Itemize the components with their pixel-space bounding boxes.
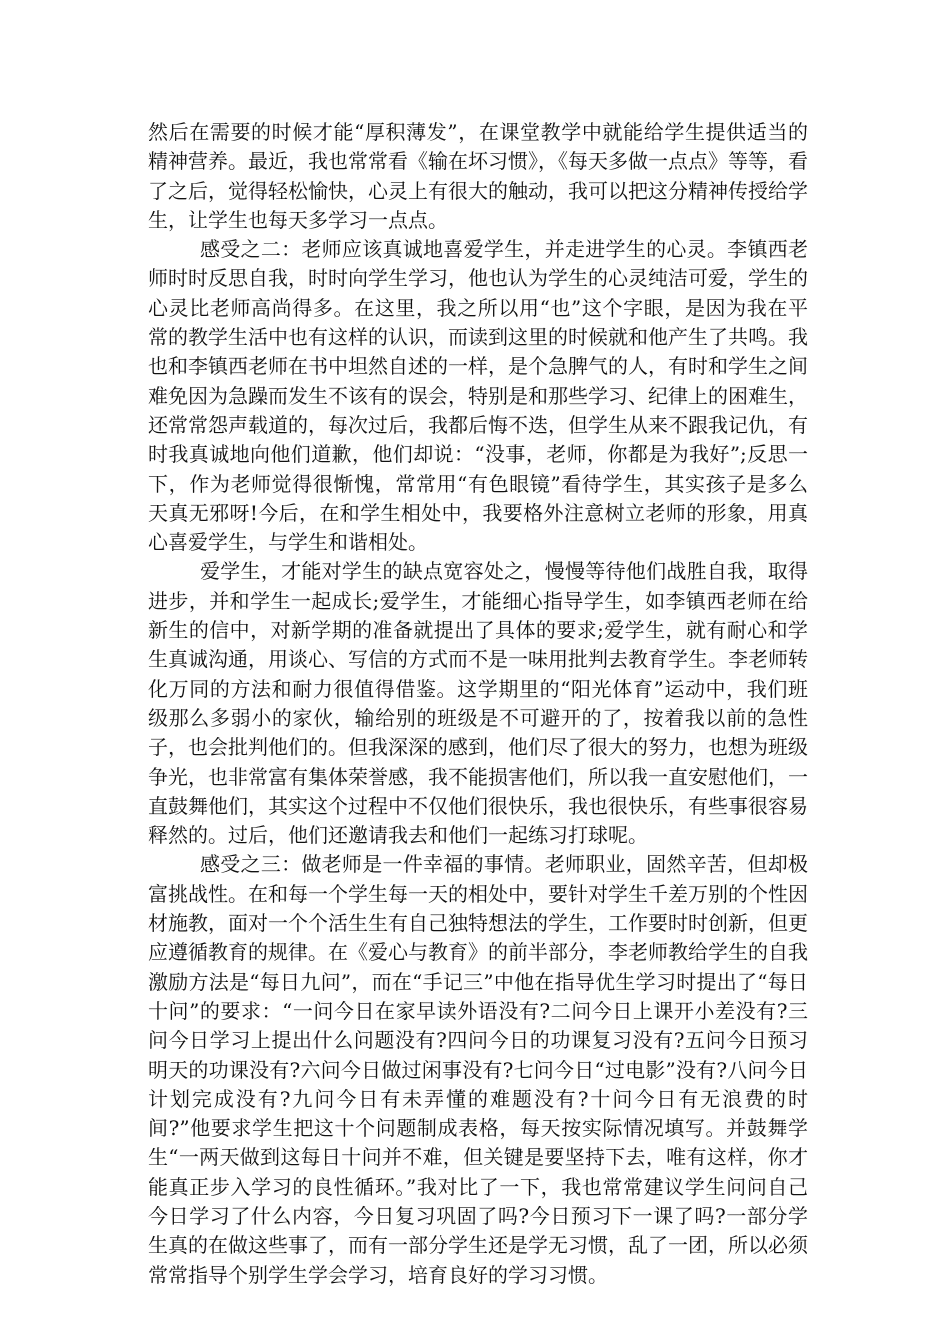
paragraph-3: 爱学生，才能对学生的缺点宽容处之，慢慢等待他们战胜自我，取得进步，并和学生一起成长;爱学生，才能细心指导学生，如李镇西老师在给新生的信中，对新学期的准备就提出了具体的要求;爱学生，就有耐心和学生真诚沟通，用谈心、写信的方式而不是一味用批判去教育学生。李老师转化万同的方法和耐力很值得借鉴。这学期里的“阳光体育”运动中，我们班级那么多弱小的家伙，输给别的班级是不可避开的了，按着我以前的急性子，也会批判他们的。但我深深的感到，他们尽了很大的努力，也想为班级争光，也非常富有集体荣誉感，我不能损害他们，所以我一直安慰他们，一直鼓舞他们，其实这个过程中不仅他们很快乐，我也很快乐，有些事很容易释然的。过后，他们还邀请我去和他们一起练习打球呢。 <box>148 559 808 848</box>
document-body <box>148 118 808 1290</box>
paragraph-2: 感受之二：老师应该真诚地喜爱学生，并走进学生的心灵。李镇西老师时时反思自我，时时向学生学习，他也认为学生的心灵纯洁可爱，学生的心灵比老师高尚得多。在这里，我之所以用“也”这个字眼，是因为我在平常的教学生活中也有这样的认识，而读到这里的时候就和他产生了共鸣。我也和李镇西老师在书中坦然自述的一样，是个急脾气的人，有时和学生之间难免因为急躁而发生不该有的误会，特别是和那些学习、纪律上的困难生，还常常怨声载道的，每次过后，我都后悔不迭，但学生从来不跟我记仇，有时我真诚地向他们道歉，他们却说：“没事，老师，你都是为我好”;反思一下，作为老师觉得很惭愧，常常用“有色眼镜”看待学生，其实孩子是多么天真无邪呀!今后，在和学生相处中，我要格外注意树立老师的形象，用真心喜爱学生，与学生和谐相处。 <box>148 237 808 555</box>
paragraph-4: 感受之三：做老师是一件幸福的事情。老师职业，固然辛苦，但却极富挑战性。在和每一个学生每一天的相处中，要针对学生千差万别的个性因材施教，面对一个个活生生有自己独特想法的学生，工作要时时创新，但更应遵循教育的规律。在《爱心与教育》的前半部分，李老师教给学生的自我激励方法是“每日九问”，而在“手记三”中他在指导优生学习时提出了“每日十问”的要求：“一问今日在家早读外语没有?二问今日上课开小差没有?三问今日学习上提出什么问题没有?四问今日的功课复习没有?五问今日预习明天的功课没有?六问今日做过闲事没有?七问今日“过电影”没有?八问今日计划完成没有?九问今日有未弄懂的难题没有?十问今日有无浪费的时间?”他要求学生把这十个问题制成表格，每天按实际情况填写。并鼓舞学生“一两天做到这每日十问并不难，但关键是要坚持下去，唯有这样，你才能真正步入学习的良性循环。”我对比了一下，我也常常建议学生问问自己今日学习了什么内容，今日复习巩固了吗?今日预习下一课了吗?一部分学生真的在做这些事了，而有一部分学生还是学无习惯，乱了一团，所以必须常常指导个别学生学会学习，培育良好的学习习惯。 <box>148 852 808 1287</box>
paragraph-1: 然后在需要的时候才能“厚积薄发”，在课堂教学中就能给学生提供适当的精神营养。最近，我也常常看《输在坏习惯》，《每天多做一点点》等等，看了之后，觉得轻松愉快，心灵上有很大的触动，我可以把这分精神传授给学生，让学生也每天多学习一点点。 <box>148 120 808 232</box>
